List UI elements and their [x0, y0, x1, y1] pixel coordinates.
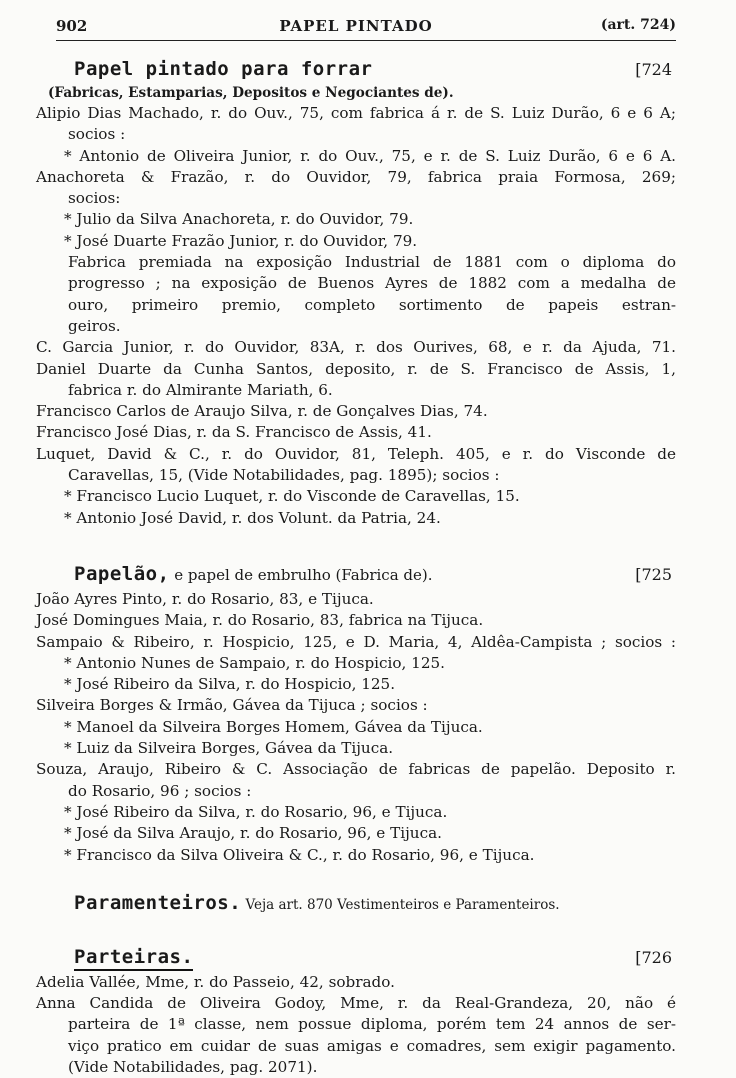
section-papelao [36, 563, 676, 866]
entry-line: * Antonio José David, r. dos Volunt. da Patria, 24. [64, 508, 441, 527]
running-title: PAPEL PINTADO [279, 17, 433, 35]
entry-line: João Ayres Pinto, r. do Rosario, 83, e Tijuca. [36, 589, 374, 608]
entry-line: * José Ribeiro da Silva, r. do Rosario, 96, e Tijuca. [64, 802, 448, 821]
entry-line: socios: [68, 189, 121, 208]
entry-line: * José Duarte Frazão Junior, r. do Ouvidor, 79. [64, 231, 418, 250]
section-subtitle: (Fabricas, Estamparias, Depositos e Negociantes de). [48, 85, 454, 101]
section-title [74, 563, 433, 585]
entry-line: viço pratico em cuidar de suas amigas e comadres, sem exigir pagamento. [68, 1036, 676, 1055]
entry-line: * Antonio de Oliveira Junior, r. do Ouv., 75, e r. de S. Luiz Durão, 6 e 6 A. [64, 146, 676, 165]
entry-line: * Julio da Silva Anachoreta, r. do Ouvidor, 79. [64, 210, 414, 229]
entry-line: parteira de 1ª classe, nem possue diploma, porém tem 24 annos de ser- [68, 1015, 676, 1034]
running-head [36, 14, 676, 36]
entry-line: * José da Silva Araujo, r. do Rosario, 96, e Tijuca. [64, 824, 442, 843]
article-reference: (art. 724) [600, 17, 676, 33]
section-number: [726 [635, 947, 672, 967]
section-number: [725 [635, 564, 672, 584]
entry-line: Alipio Dias Machado, r. do Ouv., 75, com fabrica á r. de S. Luiz Durão, 6 e 6 A; [36, 104, 676, 122]
section-title: Parteiras. [74, 946, 193, 971]
entry-line: Sampaio & Ribeiro, r. Hospicio, 125, e D. Maria, 4, Aldêa-Campista ; socios : [36, 632, 676, 651]
entry-line: (Vide Notabilidades, pag. 2071). [68, 1057, 318, 1076]
entry-line: * Luiz da Silveira Borges, Gávea da Tijuca. [64, 739, 394, 758]
page-number: 902 [56, 17, 88, 35]
section-title-word: Paramenteiros. [74, 891, 242, 914]
entry-line: * José Ribeiro da Silva, r. do Hospicio, 125. [64, 675, 396, 694]
section-title-word: Papelão, [74, 562, 170, 585]
section-title-note: e papel de embrulho (Fabrica de). [169, 565, 433, 584]
entry-line: Fabrica premiada na exposição Industrial de 1881 com o diploma do [68, 253, 676, 272]
entry-line: geiros. [68, 316, 121, 335]
entry-line: Anna Candida de Oliveira Godoy, Mme, r. da Real-Grandeza, 20, não é [36, 994, 676, 1013]
entry-line: José Domingues Maia, r. do Rosario, 83, fabrica na Tijuca. [36, 611, 484, 630]
entry-line: Luquet, David & C., r. do Ouvidor, 81, Teleph. 405, e r. do Visconde de [36, 444, 676, 463]
entry-line: Adelia Vallée, Mme, r. do Passeio, 42, sobrado. [36, 972, 395, 991]
entry-line: * Francisco da Silva Oliveira & C., r. do Rosario, 96, e Tijuca. [64, 845, 535, 864]
section-parteiras [36, 946, 676, 1078]
section-paramenteiros [36, 892, 676, 918]
entry-line: progresso ; na exposição de Buenos Ayres de 1882 com a medalha de [68, 274, 676, 293]
entry-line: Daniel Duarte da Cunha Santos, deposito, r. de S. Francisco de Assis, 1, [36, 359, 676, 378]
entry-line: Silveira Borges & Irmão, Gávea da Tijuca ; socios : [36, 696, 428, 715]
cross-reference: Veja art. 870 Vestimenteiros e Paramenteiros. [241, 896, 560, 913]
entry-line: * Francisco Lucio Luquet, r. do Visconde de Caravellas, 15. [64, 487, 520, 506]
entry-line: do Rosario, 96 ; socios : [68, 781, 252, 800]
section-number: [724 [635, 60, 672, 79]
entry-line: Caravellas, 15, (Vide Notabilidades, pag. 1895); socios : [68, 466, 500, 485]
entry-line: ouro, primeiro premio, completo sortimento de papeis estran- [68, 295, 676, 314]
entry-line: fabrica r. do Almirante Mariath, 6. [68, 380, 333, 399]
entry-line: Souza, Araujo, Ribeiro & C. Associação de fabricas de papelão. Deposito r. [36, 760, 676, 779]
entry-line: C. Garcia Junior, r. do Ouvidor, 83A, r. dos Ourives, 68, e r. da Ajuda, 71. [36, 338, 676, 357]
entry-line: Francisco José Dias, r. da S. Francisco de Assis, 41. [36, 423, 432, 442]
entry-line: * Antonio Nunes de Sampaio, r. do Hospicio, 125. [64, 653, 445, 672]
section-papel-pintado [36, 58, 676, 529]
section-title: Papel pintado para forrar [74, 58, 373, 80]
directory-page [36, 14, 676, 1078]
entry-line: * Manoel da Silveira Borges Homem, Gávea da Tijuca. [64, 717, 483, 736]
section-title [74, 892, 560, 914]
entry-line: Anachoreta & Frazão, r. do Ouvidor, 79, fabrica praia Formosa, 269; [36, 167, 676, 186]
entry-line: socios : [68, 125, 126, 144]
entry-line: Francisco Carlos de Araujo Silva, r. de Gonçalves Dias, 74. [36, 402, 488, 421]
